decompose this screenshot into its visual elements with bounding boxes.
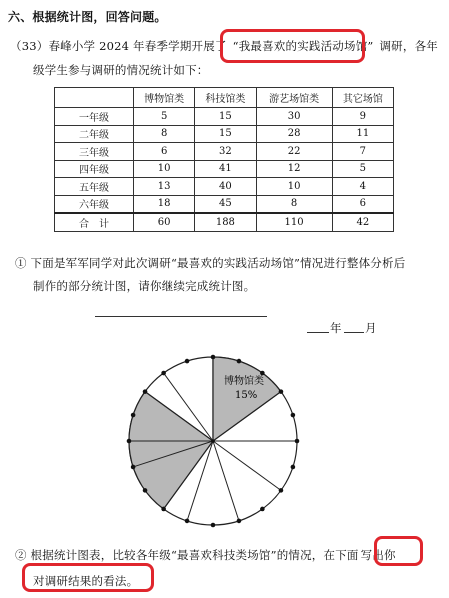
pie-tick-dot [161,371,166,376]
pie-tick-dot [143,488,148,493]
table-cell: 30 [256,108,332,126]
pie-tick-dot [279,389,284,394]
pie-tick-dot [237,519,242,524]
red-highlight-box-opinion [22,563,154,592]
table-cell: 15 [195,108,256,126]
table-cell: 8 [256,195,332,213]
question-2-text: ② 根据统计图表，比较各年级“最喜欢科技类场馆”的情况，在下面 [15,548,359,562]
table-cell: 10 [256,178,332,196]
table-row [55,178,394,196]
table-row [55,195,394,213]
table-cell: 13 [134,178,195,196]
table-cell: 8 [134,125,195,143]
red-highlight-box-survey [220,29,365,63]
table-cell: 5 [332,160,393,178]
pie-tick-dot [143,389,148,394]
table-header-science: 科技馆类 [195,88,256,108]
month-blank[interactable] [344,332,364,333]
table-cell: 188 [195,213,256,231]
table-cell: 二年级 [55,125,134,143]
table-header-row [55,88,394,108]
table-cell: 三年级 [55,143,134,161]
pie-tick-dot [295,439,300,444]
section-title: 六、根据统计图，回答问题。 [8,10,167,24]
table-cell: 10 [134,160,195,178]
table-header-museum: 博物馆类 [134,88,195,108]
table-cell: 12 [256,160,332,178]
question-1-line-2: 制作的部分统计图，请你继续完成统计图。 [33,279,256,293]
table-cell: 22 [256,143,332,161]
table-header-other: 其它场馆 [332,88,393,108]
survey-title-highlight: “我最喜欢的实践活动场馆” [232,39,374,53]
pie-chart [125,353,301,529]
table-row [55,160,394,178]
table-cell: 42 [332,213,393,231]
pie-tick-dot [291,413,296,418]
table-cell: 11 [332,125,393,143]
table-cell: 5 [134,108,195,126]
pie-tick-dot [127,439,132,444]
table-cell: 6 [332,195,393,213]
table-row [55,143,394,161]
pie-tick-dot [161,507,166,512]
problem-intro-tail: 调研，各年 [379,39,438,53]
table-cell: 45 [195,195,256,213]
table-cell: 六年级 [55,195,134,213]
red-highlight-box-write [374,536,423,566]
pie-tick-dot [185,519,190,524]
pie-tick-dot [260,371,265,376]
pie-tick-dot [131,413,136,418]
pie-tick-dot [211,523,216,528]
pie-label-museum-percent: 15% [235,390,258,401]
table-row [55,108,394,126]
pie-tick-dot [131,465,136,470]
table-header-corner [55,88,134,108]
pie-tick-dot [291,465,296,470]
table-row [55,125,394,143]
table-header-amusement: 游艺场馆类 [256,88,332,108]
table-cell: 五年级 [55,178,134,196]
table-cell: 15 [195,125,256,143]
table-cell: 18 [134,195,195,213]
table-cell: 4 [332,178,393,196]
year-blank[interactable] [307,332,329,333]
question-2-line-1 [15,547,396,563]
pie-tick-dot [260,507,265,512]
pie-tick-dot [279,488,284,493]
table-cell: 110 [256,213,332,231]
table-cell: 40 [195,178,256,196]
pie-tick-dot [237,359,242,364]
statistics-table [54,87,394,232]
table-cell: 一年级 [55,108,134,126]
table-cell: 9 [332,108,393,126]
chart-title-blank[interactable] [95,316,267,317]
table-cell: 6 [134,143,195,161]
question-2-line-2: 对调研结果的看法。 [33,574,139,588]
table-cell: 合 计 [55,213,134,231]
pie-label-museum: 博物馆类 [224,376,264,387]
question-1-line-1: ① 下面是军军同学对此次调研“最喜欢的实践活动场馆”情况进行整体分析后 [15,256,406,270]
problem-number: （33） [10,39,49,53]
table-cell: 四年级 [55,160,134,178]
pie-tick-dot [211,355,216,360]
table-cell: 60 [134,213,195,231]
pie-tick-dot [185,359,190,364]
month-label: 月 [365,321,377,335]
problem-line-2: 级学生参与调研的情况统计如下： [33,63,209,77]
table-cell: 7 [332,143,393,161]
year-label: 年 [330,321,342,335]
problem-intro: 春峰小学 2024 年春季学期开展了 [48,39,227,53]
table-cell: 32 [195,143,256,161]
question-2-highlight: 写出你 [360,548,396,562]
pie-center-dot [211,439,215,443]
table-cell: 28 [256,125,332,143]
table-total-row [55,213,394,231]
table-cell: 41 [195,160,256,178]
